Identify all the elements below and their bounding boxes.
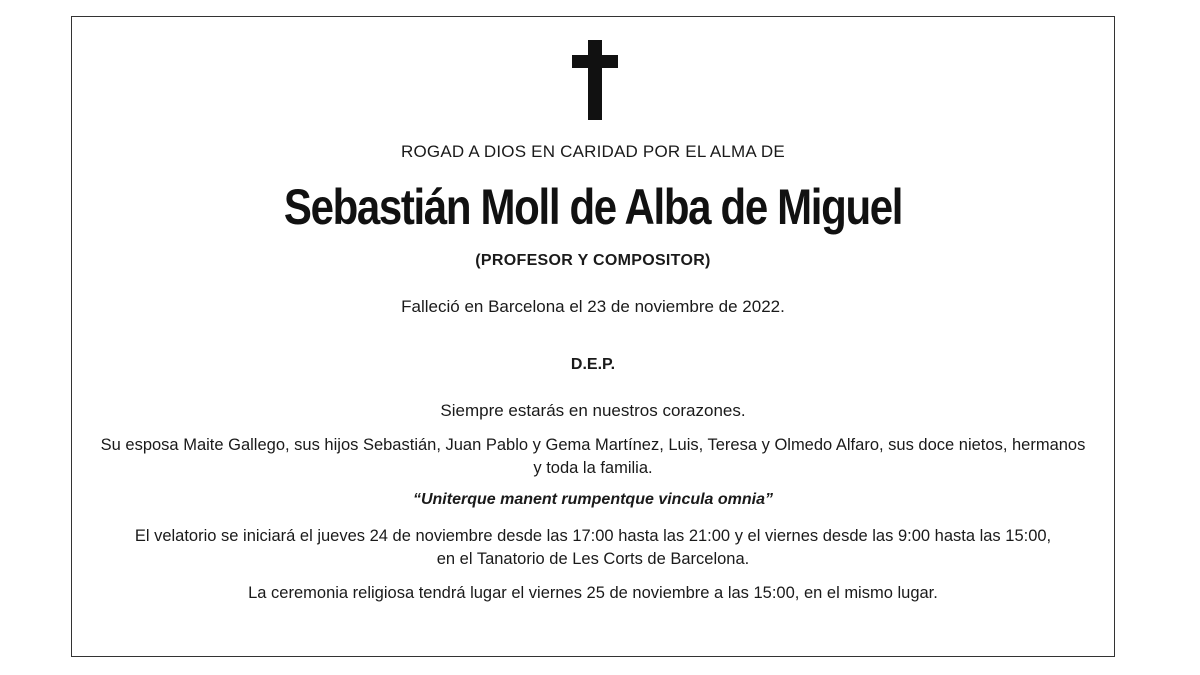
remembrance-text: Siempre estarás en nuestros corazones. [440,401,746,420]
obituary-header: ROGAD A DIOS EN CARIDAD POR EL ALMA DE [401,142,785,161]
ceremony-text: La ceremonia religiosa tendrá lugar el viernes 25 de noviembre a las 15:00, en el mismo lugar. [248,584,938,602]
wake-text [71,525,1115,571]
death-notice: Falleció en Barcelona el 23 de noviembre de 2022. [401,297,785,316]
motto-text: “Uniterque manent rumpentque vincula omnia” [412,491,774,508]
cross-icon [572,40,618,120]
wake-text-line-2: en el Tanatorio de Les Corts de Barcelona. [436,550,750,568]
family-text-line-2: y toda la familia. [533,459,653,477]
family-text [71,434,1115,480]
wake-text-line-1: El velatorio se iniciará el jueves 24 de noviembre desde las 17:00 hasta las 21:00 y el viernes desde las 9:00 hasta las 15:00, [134,527,1052,545]
cross-horizontal-bar [572,55,618,68]
deceased-role: (PROFESOR Y COMPOSITOR) [475,252,711,269]
cross-vertical-bar [588,40,602,120]
family-text-line-1: Su esposa Maite Gallego, sus hijos Sebastián, Juan Pablo y Gema Martínez, Luis, Teresa y Olmedo Alfaro, sus doce nietos, hermanos [100,436,1086,454]
dep-text: D.E.P. [570,356,616,373]
deceased-name: Sebastián Moll de Alba de Miguel [283,179,903,235]
